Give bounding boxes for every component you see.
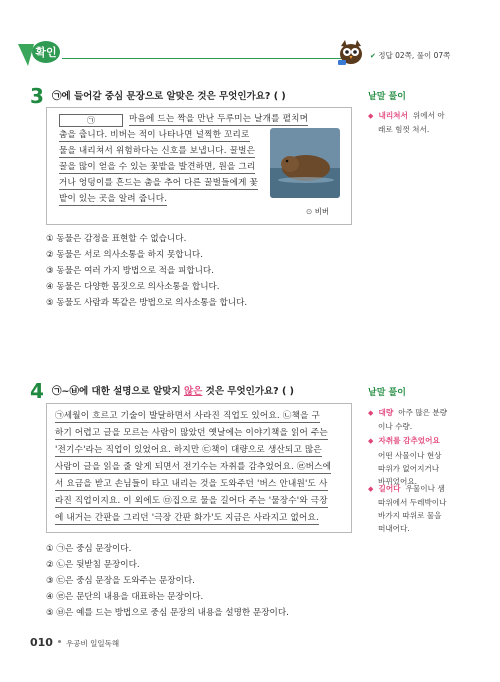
question-4-text bbox=[52, 383, 294, 397]
passage-line: 꿀을 많이 얻을 수 있는 꽃밭을 발견하면, 원을 그리 bbox=[59, 162, 256, 172]
choice-item[interactable]: ① 동물은 감정을 표현할 수 없습니다. bbox=[46, 234, 187, 244]
bullet-icon: ◆ bbox=[368, 437, 374, 445]
passage-line: 에 내거는 간판을 그리던 '극장 간판 화가'도 지금은 사라지고 없어요. bbox=[55, 513, 319, 523]
question-4-number: 4 bbox=[30, 379, 44, 403]
passage-line: 춤을 춥니다. 비버는 적이 나타나면 널찍한 꼬리로 bbox=[59, 130, 250, 140]
choice-item[interactable]: ③ 동물은 여러 가지 방법으로 적을 피합니다. bbox=[46, 266, 214, 276]
choice-item[interactable]: ① ㉠은 중심 문장이다. bbox=[46, 544, 132, 554]
glossary-entry bbox=[368, 103, 488, 135]
answer-reference bbox=[370, 50, 450, 61]
passage-line: ㉠세월이 흐르고 기술이 발달하면서 사라진 직업도 있어요. ㉡책을 구 bbox=[55, 411, 321, 421]
glossary-def: 아주 많은 분량 bbox=[398, 408, 448, 417]
check-icon: ✔ bbox=[370, 52, 376, 60]
passage-line: 물을 내리쳐서 위험하다는 신호를 보냅니다. 꿀벌은 bbox=[59, 146, 256, 156]
page-number: 010 bbox=[30, 636, 53, 649]
passage-line: 밭이 있는 곳을 알려 줍니다. bbox=[59, 194, 168, 204]
glossary-def: 따위가 없어지거나 bbox=[378, 464, 440, 473]
question-4-text-part: 것은 무엇인가요? ( ) bbox=[202, 386, 294, 397]
camera-icon: ⊙ bbox=[306, 207, 313, 216]
glossary-def: 우물이나 샘 bbox=[405, 484, 445, 493]
passage-line: 사람이 글을 읽을 줄 알게 되면서 전기수는 자취를 감추었어요. ㉣버스에 bbox=[55, 462, 332, 472]
glossary-def: 따위에서 두레박이나 bbox=[378, 498, 447, 507]
passage-line: 서 요금을 받고 손님들이 타고 내리는 것을 도와주던 '버스 안내원'도 사 bbox=[55, 479, 328, 489]
glossary-def: 바가지 따위로 물을 bbox=[378, 511, 442, 520]
passage-line: 하기 어렵고 글을 모르는 사람이 많았던 옛날에는 이야기책을 읽어 주는 bbox=[55, 428, 328, 438]
book-title: 우공비 일일독해 bbox=[66, 639, 120, 648]
question-3-text: ㉠에 들어갈 중심 문장으로 알맞은 것은 무엇인가요? ( ) bbox=[52, 91, 286, 102]
glossary-term: 길어다 bbox=[378, 484, 401, 493]
choice-item[interactable]: ④ ㉣은 문단의 내용을 대표하는 문장이다. bbox=[46, 592, 204, 602]
glossary-def: 이나 수량. bbox=[378, 422, 413, 431]
blank-marker: ㉠ bbox=[87, 116, 95, 125]
owl-mascot-icon bbox=[336, 38, 366, 66]
glossary-def: 바뀌었어요. bbox=[378, 477, 418, 486]
glossary-def: 어떤 사물이나 현상 bbox=[378, 451, 442, 460]
choice-item[interactable]: ③ ㉢은 중심 문장을 도와주는 문장이다. bbox=[46, 576, 195, 586]
glossary-term: 자취를 감추었어요 bbox=[378, 436, 440, 445]
choice-item[interactable]: ② 동물은 서로 의사소통을 하지 못합니다. bbox=[46, 250, 203, 260]
separator-dot bbox=[58, 640, 61, 643]
beaver-photo bbox=[270, 128, 340, 198]
section-badge bbox=[18, 40, 62, 68]
glossary-entry bbox=[368, 476, 488, 534]
glossary-title: 낱말 풀이 bbox=[368, 92, 406, 102]
choice-item[interactable]: ④ 동물은 다양한 몸짓으로 의사소통을 합니다. bbox=[46, 282, 220, 292]
choice-item[interactable]: ② ㉡은 뒷받침 문장이다. bbox=[46, 560, 140, 570]
passage-line: '전기수'라는 직업이 있었어요. 하지만 ㉢책이 대량으로 생산되고 많은 bbox=[55, 445, 322, 455]
header-rule bbox=[62, 58, 352, 59]
glossary-def: 래로 힘껏 쳐서. bbox=[378, 125, 430, 134]
glossary-title: 낱말 풀이 bbox=[368, 388, 406, 398]
glossary-term: 내리쳐서 bbox=[378, 111, 408, 120]
question-4-emphasis: 않은 bbox=[183, 386, 203, 397]
answer-reference-text: 정답 02쪽, 풀이 07쪽 bbox=[378, 51, 451, 60]
glossary-term: 대량 bbox=[378, 408, 394, 417]
passage-line: 마음에 드는 짝을 만난 두루미는 날개를 펼치며 bbox=[129, 114, 309, 124]
photo-caption-text: 비버 bbox=[314, 207, 330, 216]
question-4-passage bbox=[46, 403, 352, 533]
question-4-text-part: ㉠~㉥에 대한 설명으로 알맞지 bbox=[52, 386, 184, 397]
question-3-number: 3 bbox=[30, 84, 44, 108]
glossary-def: 떠내어다. bbox=[378, 524, 410, 533]
bullet-icon: ◆ bbox=[368, 112, 374, 120]
passage-line: 거나 엉덩이를 흔드는 춤을 추어 다른 꿀벌들에게 꽃 bbox=[59, 178, 259, 188]
bullet-icon: ◆ bbox=[368, 485, 374, 493]
blank-box bbox=[59, 114, 123, 127]
passage-line: 라진 직업이지요. 이 외에도 ㉤집으로 물을 길어다 주는 '물장수'와 극장 bbox=[55, 496, 328, 506]
photo-caption bbox=[306, 206, 329, 217]
choice-item[interactable]: ⑤ ㉥은 예를 드는 방법으로 중심 문장의 내용을 설명한 문장이다. bbox=[46, 608, 289, 618]
section-badge-label: 확인 bbox=[35, 46, 57, 59]
bullet-icon: ◆ bbox=[368, 409, 374, 417]
glossary-def: 위에서 아 bbox=[412, 111, 445, 120]
choice-item[interactable]: ⑤ 동물도 사람과 똑같은 방법으로 의사소통을 합니다. bbox=[46, 298, 248, 308]
